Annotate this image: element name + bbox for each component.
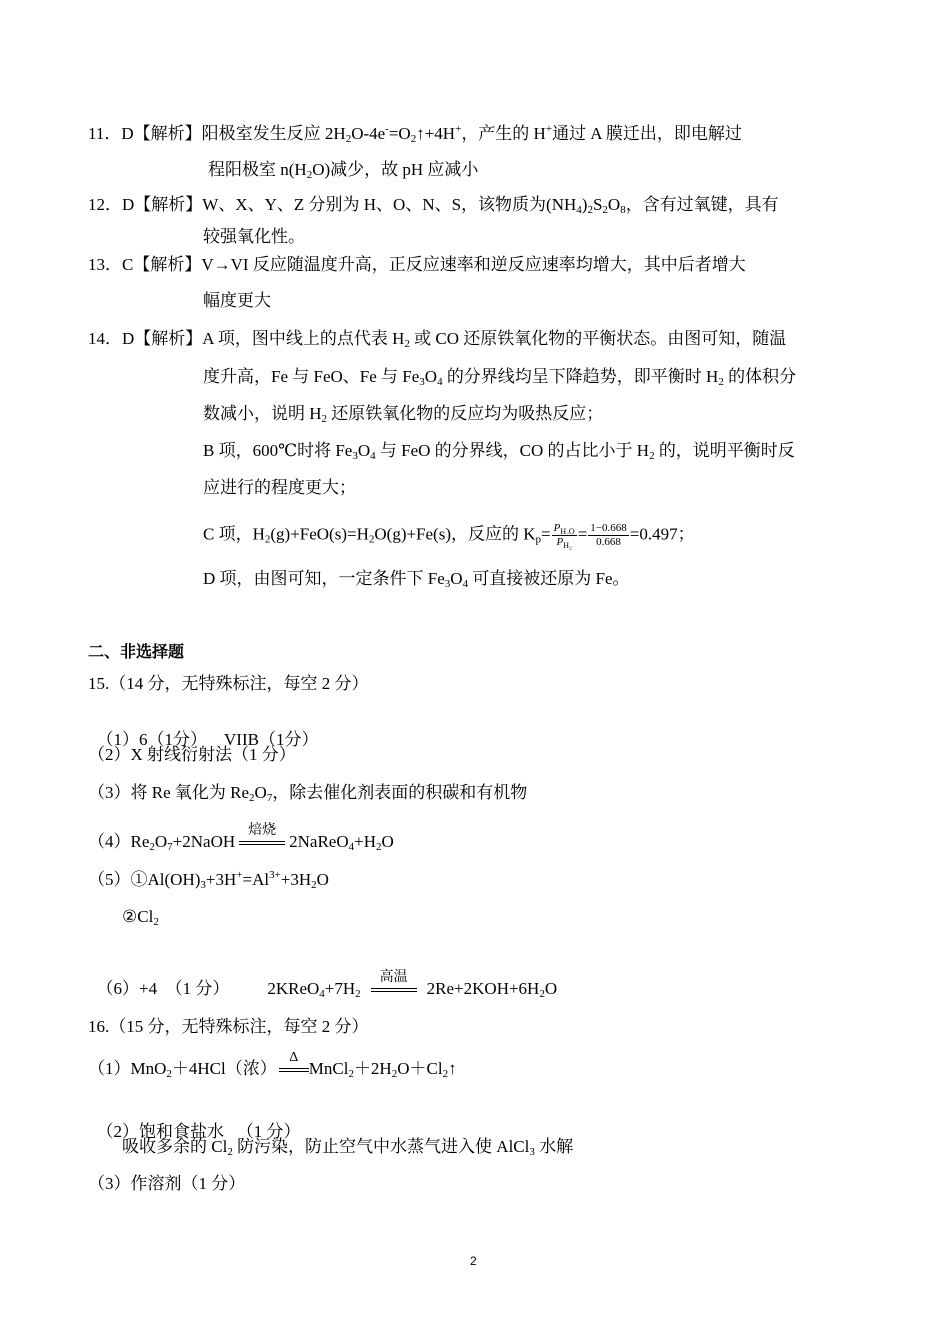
frac2-den: 0.668 [596, 536, 621, 548]
q15-p3: （3）将 Re 氧化为 $Re_2O_7$，除去催化剂表面的积碳和有机物 [88, 783, 528, 804]
q15-text: （3）将 Re 氧化为 Re [88, 783, 250, 802]
q15-text: +H [354, 832, 376, 851]
condition-heat: Δ [289, 1050, 299, 1066]
q14-text: O [450, 569, 463, 588]
q15-text: ②Cl [122, 907, 154, 926]
q14-line1: 14．D【解析】A 项，图中线上的点代表 $H_2$ 或 CO 还原铁氧化物的平衡状态。由图可知，随温 [88, 329, 787, 350]
section-title [88, 641, 184, 663]
q16-text: 吸收多余的 Cl [122, 1137, 228, 1156]
q15-text: O [544, 979, 558, 998]
q14-text: 数减小，说明 H [203, 404, 322, 423]
q14-text: 可直接被还原为 Fe。 [468, 569, 630, 588]
frac-den-sub: H₂ [563, 541, 572, 550]
q11-text: 11．D【解析】阳极室发生反应 2H [88, 124, 346, 143]
q16-text: ＋4HCl（浓） [171, 1059, 277, 1078]
frac-num-sub: H₂O [560, 527, 575, 536]
q16-text: （2）饱和食盐水 （1 分） [96, 1122, 301, 1141]
q14-text: O [357, 441, 371, 460]
q14-text: = [541, 524, 551, 544]
condition-high-temp: 高温 [379, 970, 408, 986]
q15-p5b: $②Cl_2$ [122, 907, 159, 928]
q16-p2b: 吸收多余的 $Cl_2$ 防污染，防止空气中水蒸气进入使 AlCl$_3$ 水解 [122, 1137, 574, 1158]
q14-text: 的体积分 [723, 367, 797, 386]
q12-text: O [607, 195, 621, 214]
q12-text: S [592, 195, 603, 214]
q14-text: 度升高，Fe 与 FeO、Fe 与 Fe [203, 367, 420, 386]
value-fraction [588, 522, 628, 549]
q12-text: 12．D【解析】W、X、Y、Z 分别为 H、O、N、S，该物质为(NH [88, 195, 577, 214]
kp-subscript: p [535, 533, 542, 546]
q11-text: ，产生的 H [461, 124, 546, 143]
q14-text: D 项，由图可知，一定条件下 Fe [203, 569, 445, 588]
q15-text: （2）X 射线衍射法（1 分） [88, 745, 296, 764]
q16-text: O＋Cl [397, 1059, 443, 1078]
q11-line1: 11．D【解析】阳极室发生反应 $2H_2O-4e^-=O_2↑+4H^+$，产生的 H+通过 A 膜迁出，即电解过 [88, 123, 742, 145]
q15-text: +2NaOH [172, 832, 236, 851]
condition-roast: 焙烧 [248, 823, 277, 839]
q11-text: =O [388, 124, 411, 143]
q16-text: ＋2H [353, 1059, 392, 1078]
q15-p4: $(4)Re_2O_7+2NaOH$ 焙烧 $2NaReO_4+H_2O$ [88, 831, 394, 853]
q15-text: 2KReO [267, 979, 320, 998]
q14-line2: 度升高，Fe 与 FeO、Fe 与 $Fe_3O_4$ 的分界线均呈下降趋势，即平衡时 $H_2$ 的体积分 [203, 367, 797, 388]
q15-text: O [381, 832, 394, 851]
q15-text: 2NaReO [289, 832, 349, 851]
q14-line7: D 项，由图可知，一定条件下 $Fe_3O_4$ 可直接被还原为 Fe。 [203, 569, 630, 590]
q14-text: C 项，H [203, 524, 265, 544]
q16-text: （1）MnO [88, 1059, 167, 1078]
q14-text: 的分界线均呈下降趋势，即平衡时 H [442, 367, 719, 386]
q15-text: ，除去催化剂表面的积碳和有机物 [272, 783, 528, 802]
page-number [470, 1250, 477, 1272]
q15-text: 2Re+2KOH+6H [426, 979, 540, 998]
q12-text: 较强氧化性。 [203, 227, 305, 246]
q11-text: 通过 A 膜迁出，即电解过 [552, 124, 742, 143]
q13-text: 13．C【解析】V→VI 反应随温度升高，正反应速率和逆反应速率均增大，其中后者增大 [88, 255, 746, 274]
q16-text: （3）作溶剂（1 分） [88, 1174, 246, 1193]
frac-num: P [553, 522, 561, 534]
q15-text: （1）6（1分） VIIB（1分） [96, 730, 319, 749]
pressure-ratio-fraction [552, 522, 577, 549]
q11-text: ↑+4H [416, 124, 456, 143]
q15-p2 [88, 744, 296, 766]
q15-text: O [254, 783, 267, 802]
q16-text: ↑ [448, 1059, 457, 1078]
q16-text: 防污染，防止空气中水蒸气进入使 AlCl [232, 1137, 530, 1156]
q15-text: +7H [324, 979, 356, 998]
q14-text: 或 CO 还原铁氧化物的平衡状态。由图可知，随温 [409, 329, 787, 348]
q15-p6: （6）+4 （1 分） $2KReO_4+7H_2$ 高温 $2Re+2KOH+6H_2O$ [88, 956, 557, 1000]
reaction-condition-arrow [279, 1050, 309, 1075]
reaction-condition-arrow [239, 823, 285, 848]
q12-line2 [203, 226, 305, 248]
q15-text: O [316, 870, 329, 889]
q12-text: ，含有过氧键，具有 [625, 195, 779, 214]
q16-head [88, 1016, 369, 1038]
q14-text: (g)+FeO(s)=H [270, 524, 369, 544]
section-title-text: 二、非选择题 [88, 642, 185, 661]
q16-text: 水解 [534, 1137, 574, 1156]
q15-head [88, 673, 369, 695]
q11-text: O-4e [351, 124, 386, 143]
q12-line1: 12．D【解析】W、X、Y、Z 分别为 H、O、N、S，该物质为$(NH_4)_2S_2O_8$，含有过氧键，具有 [88, 195, 779, 216]
q13-text: 幅度更大 [203, 291, 271, 310]
q14-text: 与 FeO 的分界线，CO 的占比小于 H [375, 441, 650, 460]
q14-line6: C 项，$H_2(g)+FeO(s)=H_2O(g)+Fe(s)$，反应的 $K_p=$ $\frac{P_{H_2O}}{P_{H_2}}$ = $\frac{1-0.668}{0.668}$ =0.497； [203, 522, 695, 550]
q15-text: 15.（14 分，无特殊标注，每空 2 分） [88, 674, 369, 693]
q13-line1 [88, 254, 746, 276]
q12-text: ) [581, 195, 588, 214]
q15-text: （4）Re [88, 832, 150, 851]
q11-line2: 程阳极室 $n(H_2O)$减少，故 pH 应减小 [208, 160, 479, 181]
q16-p1: （1）MnO$_2$＋4HCl（浓） Δ $MnCl_2+2H_2O+Cl_2↑$ [88, 1058, 457, 1080]
q15-text: +3H [280, 870, 312, 889]
page-number-text: 2 [470, 1254, 477, 1268]
q16-text: 16.（15 分，无特殊标注，每空 2 分） [88, 1017, 369, 1036]
q14-text: 14．D【解析】A 项，图中线上的点代表 H [88, 329, 405, 348]
q14-text: 应进行的程度更大； [203, 478, 356, 497]
q15-text: O [154, 832, 168, 851]
q15-text: +3H [205, 870, 237, 889]
reaction-condition-arrow [371, 970, 417, 995]
q15-text: （5）①Al(OH) [88, 870, 201, 889]
q14-text: B 项，600℃时将 Fe [203, 441, 353, 460]
q14-line4: B 项，600℃时将 $Fe_3O_4$ 与 FeO 的分界线，CO 的占比小于 $H_2$ 的，说明平衡时反 [203, 441, 795, 462]
q15-text: =Al [242, 870, 270, 889]
q14-line3: 数减小，说明 $H_2$ 还原铁氧化物的反应均为吸热反应； [203, 404, 604, 425]
q16-p3 [88, 1173, 245, 1195]
q14-text: 的，说明平衡时反 [654, 441, 795, 460]
q16-text: MnCl [308, 1059, 349, 1078]
q14-text: =0.497； [629, 524, 695, 544]
q15-text: （6）+4 （1 分） [96, 979, 230, 998]
q14-text: O [424, 367, 438, 386]
q14-text: 还原铁氧化物的反应均为吸热反应； [327, 404, 604, 423]
q11-text: O)减少，故 pH 应减小 [312, 160, 479, 179]
q11-text: 程阳极室 n(H [208, 160, 307, 179]
q14-text: O(g)+Fe(s)，反应的 K [374, 524, 536, 544]
q15-p5: $(5)①Al(OH)_3+3H^+=Al^{3+}+3H_2O$ [88, 869, 329, 891]
q13-line2 [203, 290, 271, 312]
q14-line5 [203, 477, 356, 499]
frac-den: P [556, 536, 564, 548]
frac2-num: 1−0.668 [590, 522, 627, 534]
